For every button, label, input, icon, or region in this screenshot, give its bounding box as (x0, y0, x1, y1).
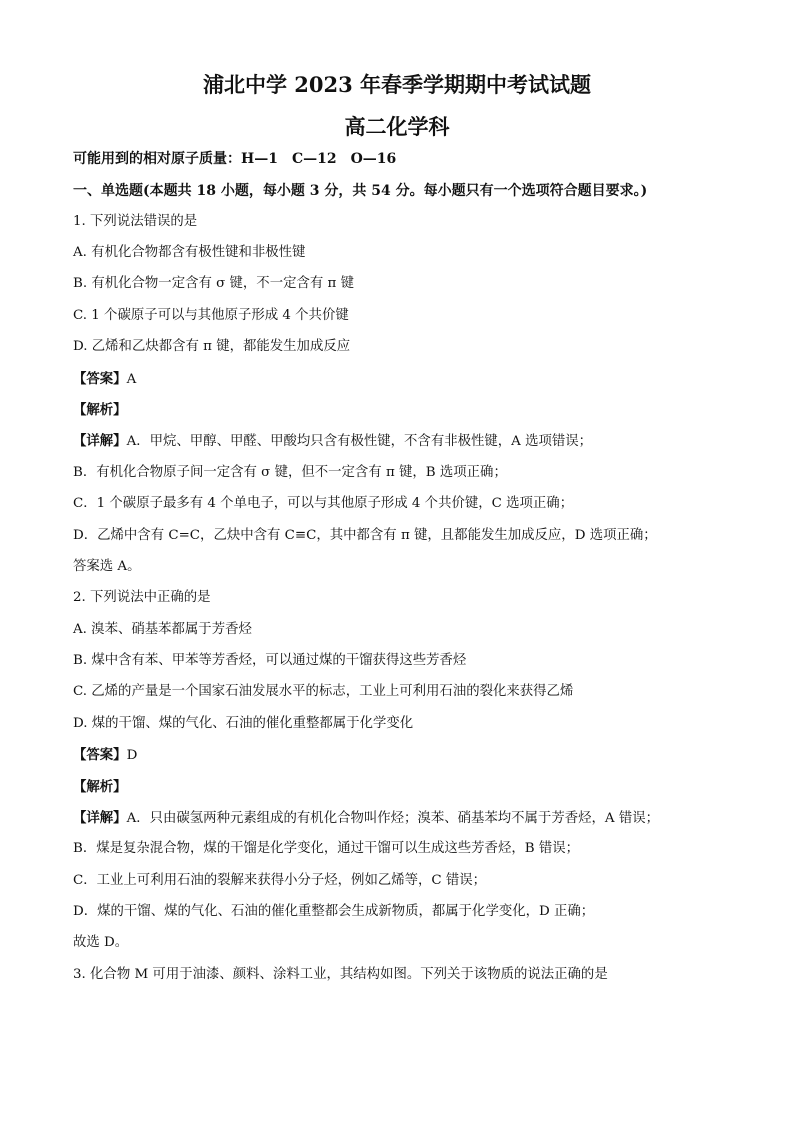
q1-conclusion: 答案选 A。 (73, 559, 141, 574)
section-heading: 一、单选题(本题共 18 小题，每小题 3 分，共 54 分。每小题只有一个选项符合题目要求。) (73, 183, 648, 199)
q2-option-a: A. 溴苯、硝基苯都属于芳香烃 (73, 622, 252, 637)
q1-detail-d: D．乙烯中含有 C=C，乙炔中含有 C≡C，其中都含有 π 键，且都能发生加成反应，D 选项正确； (73, 528, 657, 543)
exam-subtitle: 高二化学科 (344, 114, 450, 139)
q2-option-d: D. 煤的干馏、煤的气化、石油的催化重整都属于化学变化 (73, 716, 414, 731)
q1-detail-c: C．1 个碳原子最多有 4 个单电子，可以与其他原子形成 4 个共价键，C 选项正确； (73, 496, 574, 511)
q1-option-b: B. 有机化合物一定含有 σ 键，不一定含有 π 键 (73, 276, 354, 291)
q2-option-c: C. 乙烯的产量是一个国家石油发展水平的标志，工业上可利用石油的裂化来获得乙烯 (73, 684, 574, 699)
q1-detail-b: B．有机化合物原子间一定含有 σ 键，但不一定含有 π 键，B 选项正确； (73, 465, 507, 480)
answer-tag: 【答案】 (73, 747, 127, 763)
q2-answer (73, 746, 753, 765)
q2-conclusion: 故选 D。 (73, 935, 129, 950)
q1-stem: 1. 下列说法错误的是 (73, 214, 198, 229)
q2-stem: 2. 下列说法中正确的是 (73, 590, 211, 605)
exam-title: 浦北中学 2023 年春季学期期中考试试题 (202, 72, 592, 97)
q1-detail-a (73, 432, 753, 451)
detail-text: A．甲烷、甲醇、甲醛、甲酸均只含有极性键，不含有非极性键，A 选项错误； (126, 434, 593, 449)
detail-tag: 【详解】 (73, 433, 127, 449)
q3-stem: 3. 化合物 M 可用于油漆、颜料、涂料工业，其结构如图。下列关于该物质的说法正确的是 (73, 967, 608, 982)
q2-analysis-tag: 【解析】 (73, 779, 127, 795)
answer-tag: 【答案】 (73, 371, 127, 387)
q1-option-c: C. 1 个碳原子可以与其他原子形成 4 个共价键 (73, 308, 349, 323)
q1-answer (73, 370, 753, 389)
detail-tag: 【详解】 (73, 810, 127, 826)
q2-option-b: B. 煤中含有苯、甲苯等芳香烃，可以通过煤的干馏获得这些芳香烃 (73, 653, 467, 668)
answer-value: D (126, 748, 138, 763)
q1-option-d: D. 乙烯和乙炔都含有 π 键，都能发生加成反应 (73, 339, 351, 354)
q2-detail-a (73, 809, 753, 828)
detail-text: A．只由碳氢两种元素组成的有机化合物叫作烃；溴苯、硝基苯均不属于芳香烃，A 错误； (126, 811, 660, 826)
q2-detail-c: C．工业上可利用石油的裂解来获得小分子烃，例如乙烯等，C 错误； (73, 873, 487, 888)
answer-value: A (126, 372, 137, 387)
atomic-mass-line: 可能用到的相对原子质量：H—1 C—12 O—16 (73, 151, 397, 167)
q1-option-a: A. 有机化合物都含有极性键和非极性键 (73, 245, 306, 260)
q2-detail-d: D．煤的干馏、煤的气化、石油的催化重整都会生成新物质，都属于化学变化，D 正确； (73, 904, 595, 919)
q2-detail-b: B．煤是复杂混合物，煤的干馏是化学变化，通过干馏可以生成这些芳香烃，B 错误； (73, 841, 579, 856)
q1-analysis-tag: 【解析】 (73, 402, 127, 418)
